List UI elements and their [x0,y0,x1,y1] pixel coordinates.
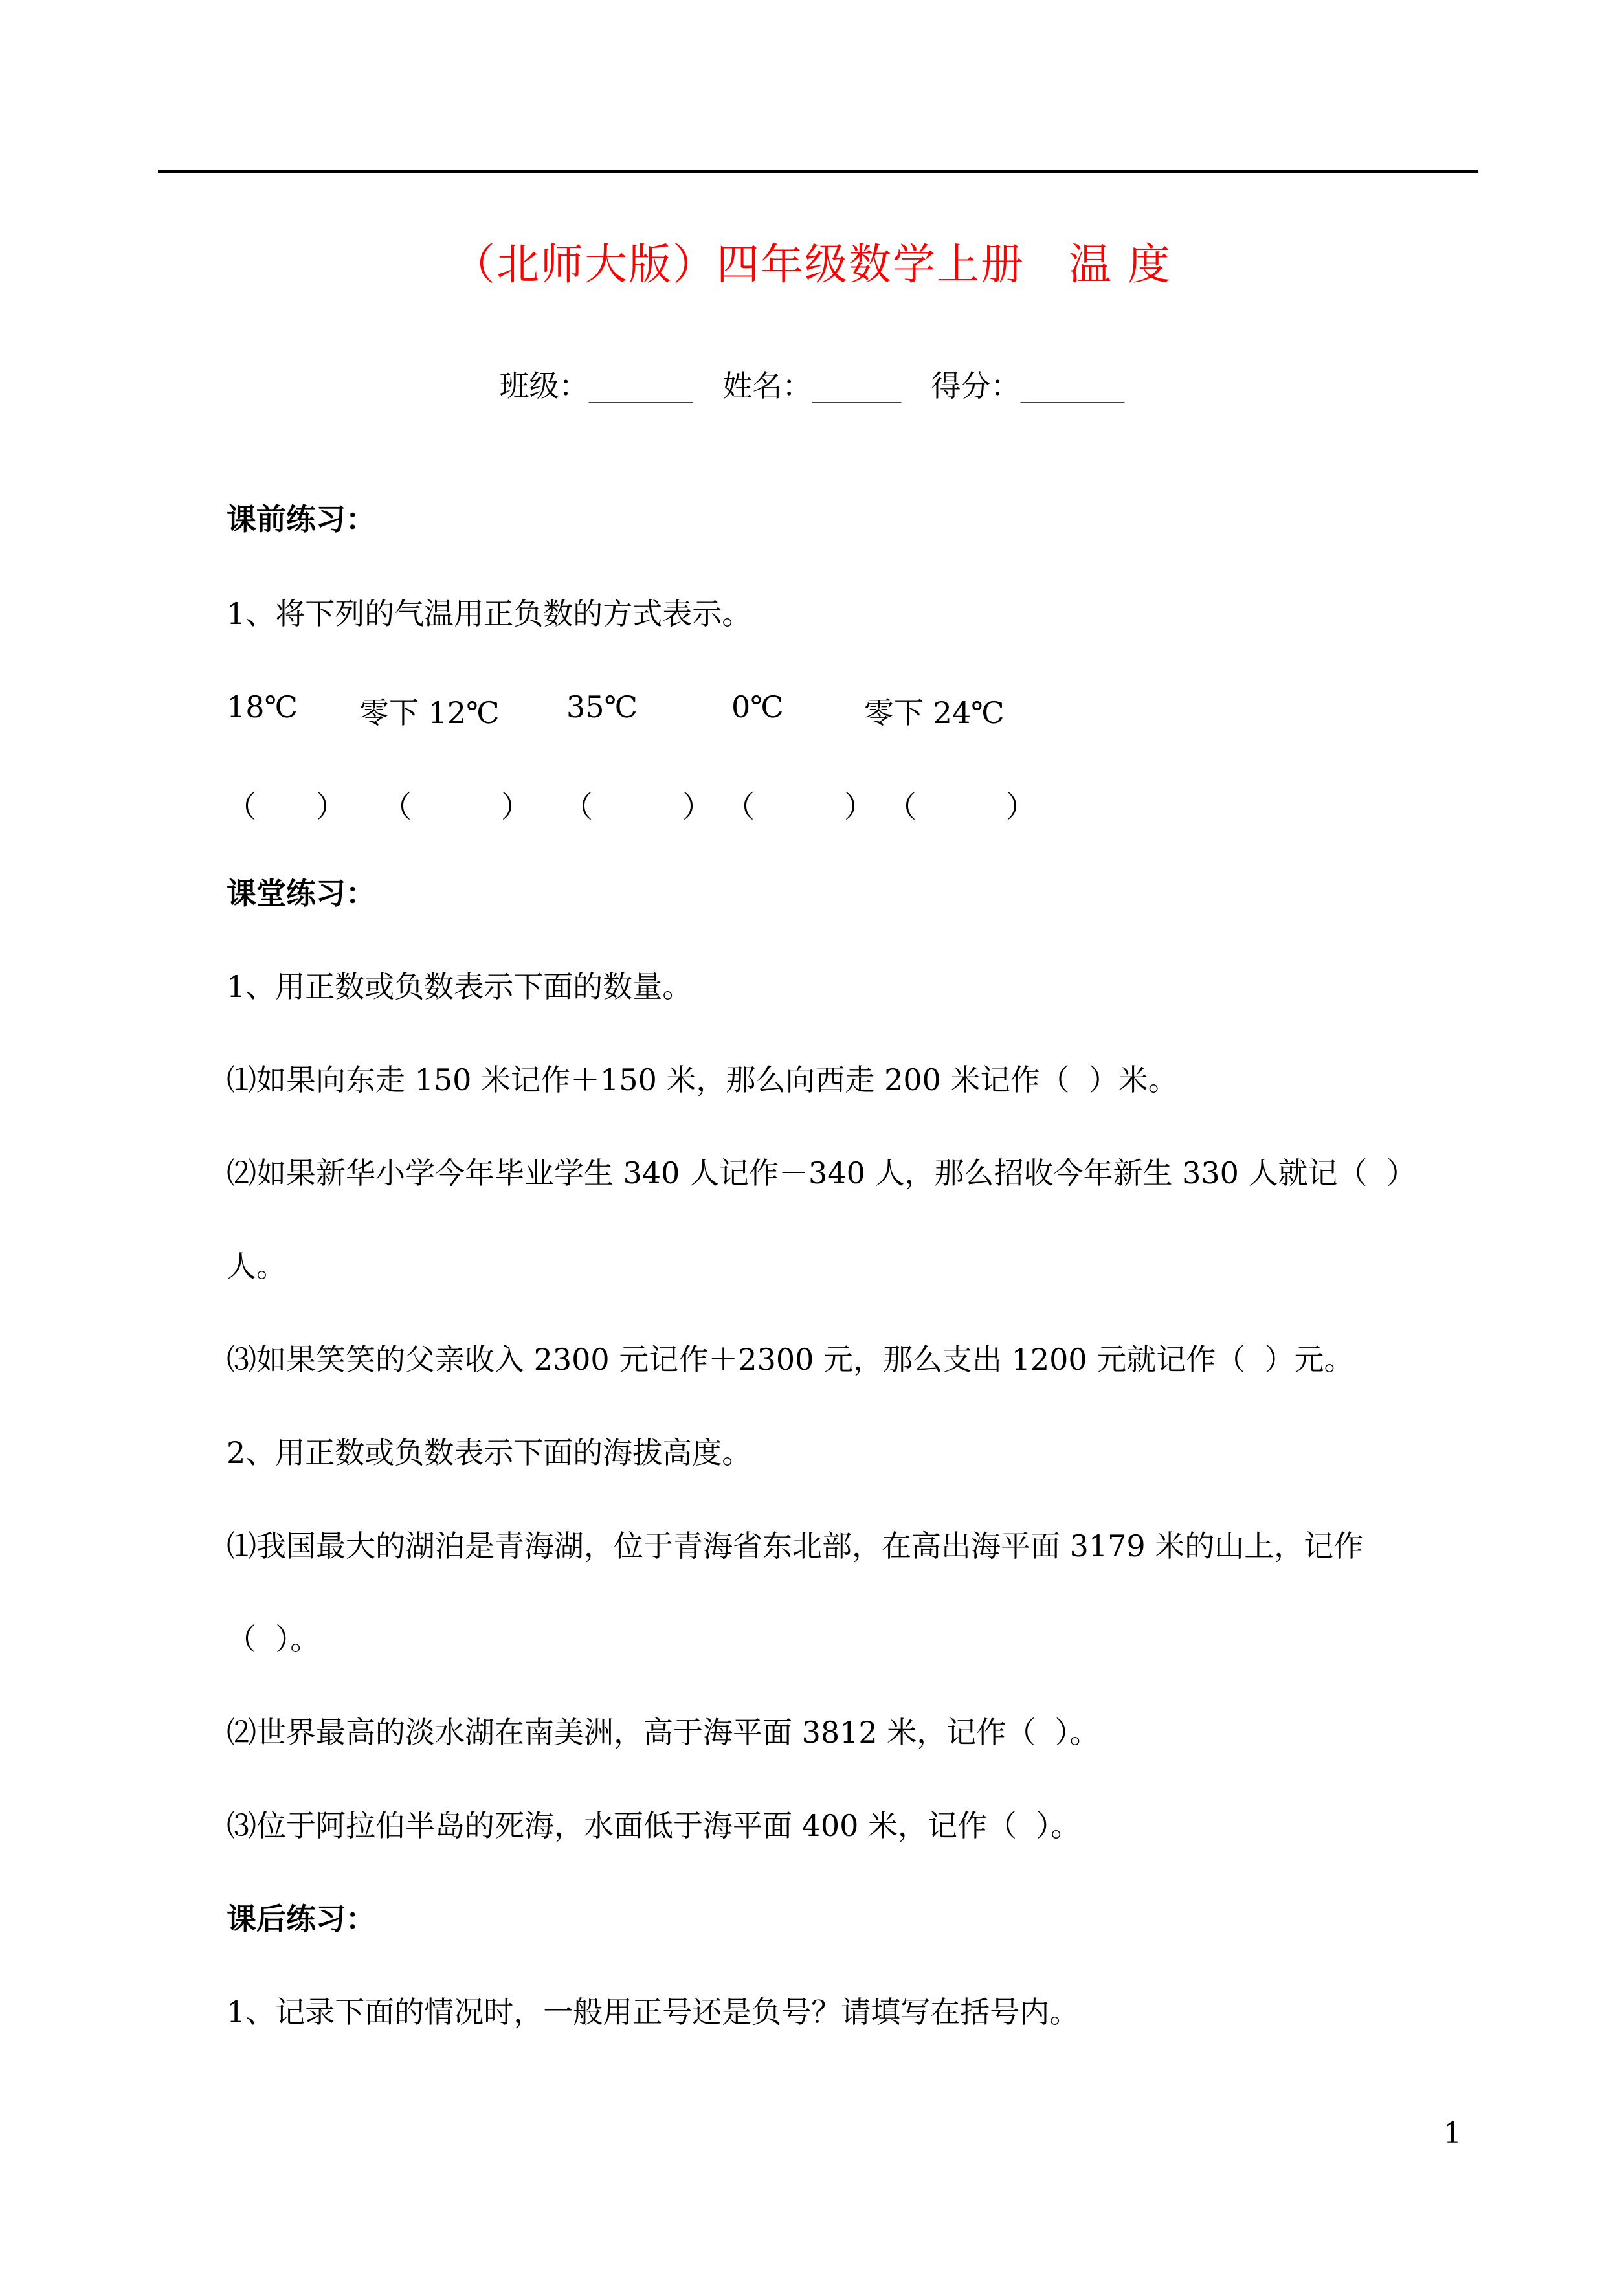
answer-blank: （ ） [725,789,874,824]
page-number: 1 [1443,2117,1462,2150]
temperature-item: 18℃ [227,689,298,724]
question-post-1: 1、记录下面的情况时，一般用正号还是负号？请填写在括号内。 [227,1995,1080,2030]
temperature-item: 0℃ [731,689,784,724]
question-class-2-3: ⑶位于阿拉伯半岛的死海，水面低于海平面 400 米，记作（ ）。 [227,1808,1081,1843]
question-class-1-1: ⑴如果向东走 150 米记作＋150 米，那么向西走 200 米记作（ ）米。 [227,1062,1178,1097]
question-class-1-3: ⑶如果笑笑的父亲收入 2300 元记作＋2300 元，那么支出 1200 元就记作（ ）元。 [227,1342,1354,1377]
answer-blank: （ ） [227,789,346,824]
question-class-1-2-cont: 人。 [227,1249,286,1284]
section-heading-class: 课堂练习： [227,876,375,911]
header-rule [158,170,1478,173]
question-class-2-2: ⑵世界最高的淡水湖在南美洲，高于海平面 3812 米，记作（ ）。 [227,1715,1100,1750]
temperature-item: 零下 12℃ [359,695,500,730]
question-class-1-2: ⑵如果新华小学今年毕业学生 340 人记作－340 人，那么招收今年新生 330 人就记（ ） [227,1156,1416,1191]
question-class-2-1-cont: （ ）。 [227,1622,320,1657]
question-class-2-1: ⑴我国最大的湖泊是青海湖，位于青海省东北部，在高出海平面 3179 米的山上，记作 [227,1528,1364,1563]
student-info-line: 班级：_______ 姓名：______ 得分：_______ [499,368,1125,403]
answer-blank: （ ） [563,789,712,824]
section-heading-post: 课后练习： [227,1901,375,1936]
temperature-item: 35℃ [566,689,638,724]
question-class-2: 2、用正数或负数表示下面的海拔高度。 [227,1435,752,1470]
temperature-item: 零下 24℃ [864,695,1005,730]
question-class-1: 1、用正数或负数表示下面的数量。 [227,969,693,1004]
section-heading-pre: 课前练习： [227,502,375,537]
answer-blank: （ ） [887,789,1036,824]
document-title: （北师大版）四年级数学上册 温 度 [452,240,1172,289]
answer-blank: （ ） [382,789,531,824]
question-pre-1: 1、将下列的气温用正负数的方式表示。 [227,596,752,631]
